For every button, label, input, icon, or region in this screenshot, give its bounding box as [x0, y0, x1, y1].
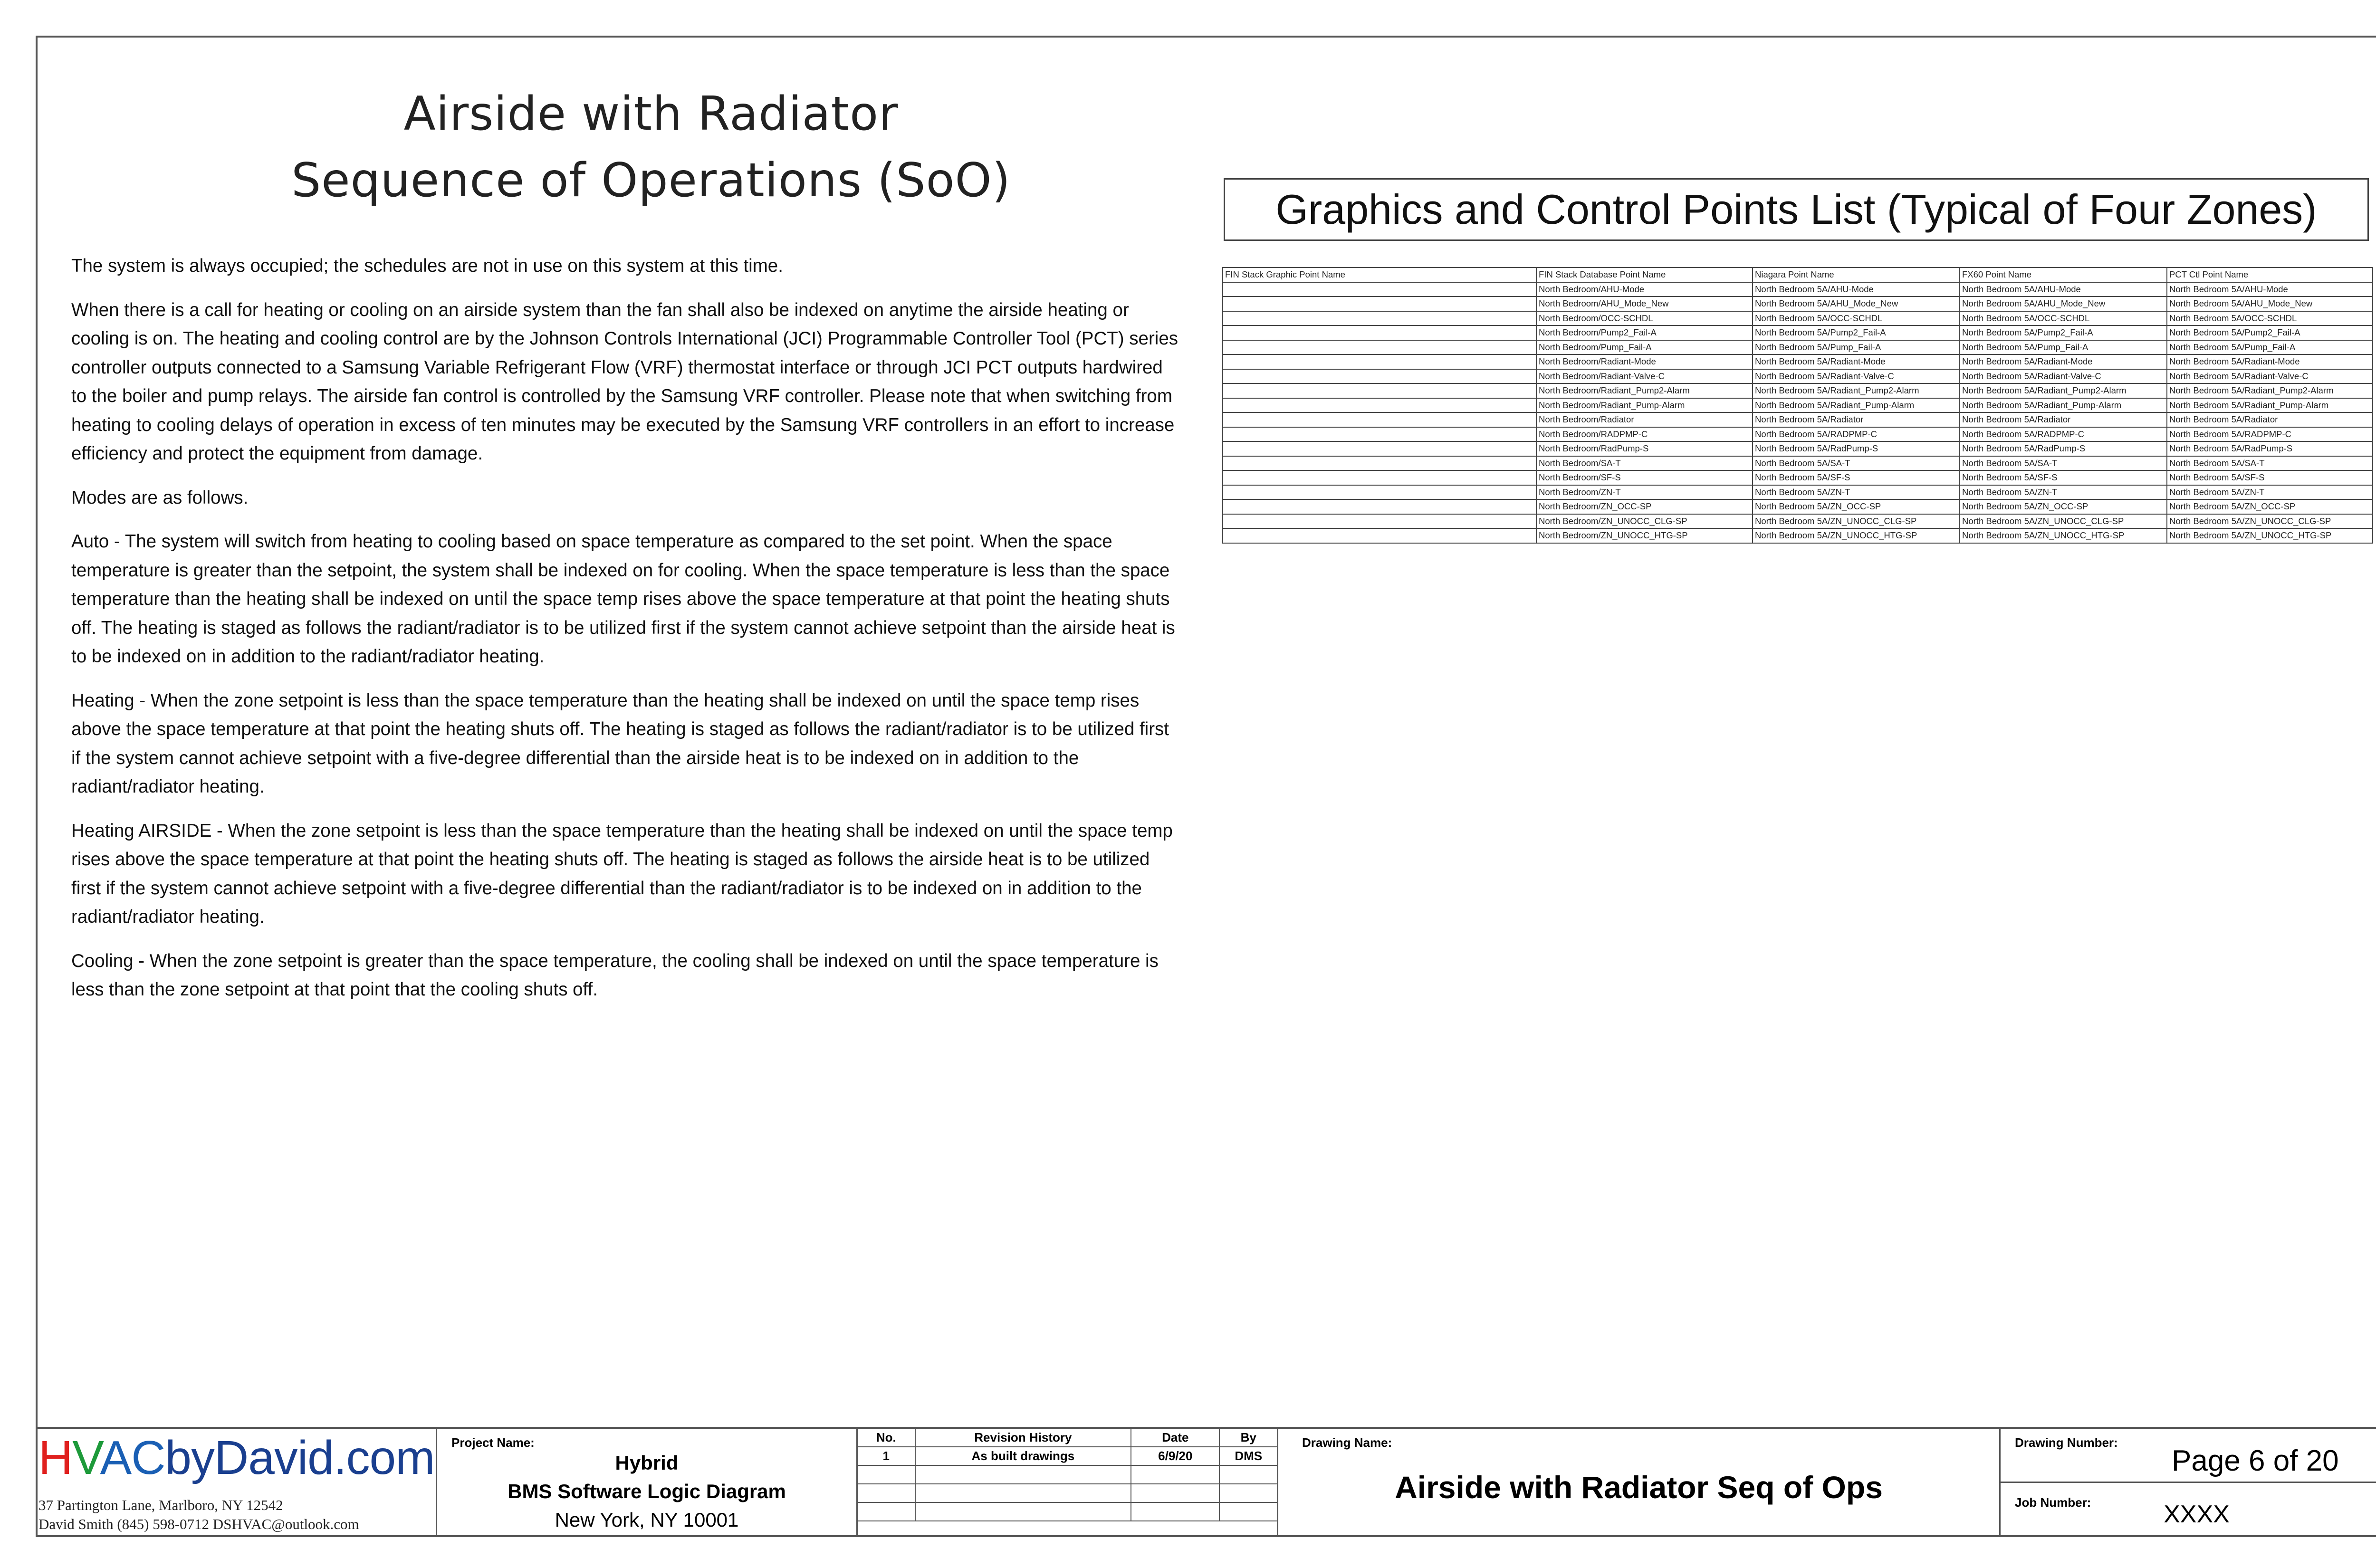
- points-table-cell: North Bedroom 5A/ZN_OCC-SP: [1960, 499, 2167, 514]
- revision-cell: [1219, 1465, 1277, 1484]
- points-table-cell: North Bedroom 5A/Radiant_Pump-Alarm: [2167, 398, 2373, 413]
- column-header: FIN Stack Database Point Name: [1536, 268, 1753, 282]
- points-table-cell: North Bedroom/RadPump-S: [1536, 441, 1753, 456]
- points-table-cell: North Bedroom/SA-T: [1536, 456, 1753, 471]
- column-header: PCT Ctl Point Name: [2167, 268, 2373, 282]
- points-table-row: [1223, 499, 2373, 514]
- revision-column-header: Date: [1131, 1429, 1219, 1447]
- points-table-cell: [1223, 398, 1536, 413]
- points-table-cell: North Bedroom 5A/Pump2_Fail-A: [2167, 325, 2373, 340]
- document-title: [71, 81, 1231, 214]
- project-location: New York, NY 10001: [555, 1509, 739, 1531]
- page-number: Page 6 of 20: [2172, 1444, 2339, 1477]
- revision-table: [858, 1429, 1277, 1521]
- points-table-cell: North Bedroom 5A/SA-T: [2167, 456, 2373, 471]
- revision-cell: [1219, 1484, 1277, 1502]
- points-table-cell: North Bedroom 5A/AHU-Mode: [1753, 282, 1960, 297]
- points-table-row: [1223, 311, 2373, 326]
- points-table-cell: [1223, 383, 1536, 398]
- points-table-row: [1223, 398, 2373, 413]
- revision-row: [858, 1502, 1277, 1521]
- company-contact: David Smith (845) 598-0712 DSHVAC@outlook.com: [38, 1516, 359, 1532]
- project-section: [437, 1429, 858, 1537]
- points-table-cell: [1223, 427, 1536, 442]
- points-table-cell: North Bedroom/SF-S: [1536, 470, 1753, 485]
- revision-row: [858, 1447, 1277, 1465]
- points-table-cell: North Bedroom 5A/SA-T: [1753, 456, 1960, 471]
- points-table-cell: North Bedroom 5A/AHU_Mode_New: [2167, 296, 2373, 311]
- points-table-cell: North Bedroom/Pump_Fail-A: [1536, 340, 1753, 355]
- revision-cell: [1131, 1502, 1219, 1521]
- points-table-cell: North Bedroom 5A/Radiant-Valve-C: [1753, 369, 1960, 384]
- points-table-cell: North Bedroom/ZN-T: [1536, 485, 1753, 500]
- points-table-row: [1223, 456, 2373, 471]
- revision-cell: [858, 1484, 915, 1502]
- points-table-cell: [1223, 528, 1536, 543]
- points-table-cell: North Bedroom 5A/AHU_Mode_New: [1960, 296, 2167, 311]
- points-table-row: [1223, 427, 2373, 442]
- points-table-row: [1223, 528, 2373, 543]
- points-table-cell: North Bedroom/OCC-SCHDL: [1536, 311, 1753, 326]
- company-logo: HVACbyDavid.com: [38, 1431, 435, 1484]
- revision-row: [858, 1465, 1277, 1484]
- points-table-cell: North Bedroom 5A/RadPump-S: [1753, 441, 1960, 456]
- points-table-cell: North Bedroom 5A/Radiant-Mode: [2167, 354, 2373, 369]
- points-table-cell: North Bedroom 5A/Radiator: [1960, 412, 2167, 427]
- points-table-cell: [1223, 296, 1536, 311]
- points-table-row: [1223, 412, 2373, 427]
- points-table-cell: [1223, 354, 1536, 369]
- points-table-cell: North Bedroom 5A/Radiator: [2167, 412, 2373, 427]
- points-table-cell: North Bedroom 5A/SF-S: [2167, 470, 2373, 485]
- revision-cell: [858, 1502, 915, 1521]
- revision-cell: [915, 1502, 1131, 1521]
- drawing-number-label: Drawing Number:: [2015, 1435, 2118, 1450]
- points-table-cell: North Bedroom/Radiant_Pump2-Alarm: [1536, 383, 1753, 398]
- points-table-cell: North Bedroom/ZN_OCC-SP: [1536, 499, 1753, 514]
- points-table-cell: [1223, 325, 1536, 340]
- paragraph-mode-cooling: Cooling - When the zone setpoint is greater than the space temperature, the cooling shall be indexed on until the space temperature is less than the zone setpoint at that point that the cooling shuts off.: [71, 950, 1159, 1000]
- points-table-cell: North Bedroom 5A/Pump2_Fail-A: [1960, 325, 2167, 340]
- points-table-cell: North Bedroom/AHU-Mode: [1536, 282, 1753, 297]
- revision-cell: [915, 1465, 1131, 1484]
- points-table-row: [1223, 354, 2373, 369]
- points-table-cell: North Bedroom 5A/Radiator: [1753, 412, 1960, 427]
- revision-row: [858, 1484, 1277, 1502]
- drawing-number-section: [2001, 1429, 2376, 1537]
- points-table-cell: North Bedroom 5A/Pump_Fail-A: [2167, 340, 2373, 355]
- points-table-cell: North Bedroom 5A/ZN-T: [1753, 485, 1960, 500]
- points-table-cell: North Bedroom 5A/Radiant_Pump2-Alarm: [1960, 383, 2167, 398]
- revision-column-header: Revision History: [915, 1429, 1131, 1447]
- points-table-cell: North Bedroom 5A/RadPump-S: [1960, 441, 2167, 456]
- company-address: 37 Partington Lane, Marlboro, NY 12542: [38, 1497, 283, 1513]
- revision-cell: [858, 1465, 915, 1484]
- title-line-2: Sequence of Operations (SoO): [291, 153, 1011, 208]
- points-table-cell: North Bedroom 5A/Pump_Fail-A: [1753, 340, 1960, 355]
- points-table-cell: North Bedroom/ZN_UNOCC_CLG-SP: [1536, 514, 1753, 529]
- points-table-cell: North Bedroom/Radiant-Mode: [1536, 354, 1753, 369]
- revision-cell: As built drawings: [915, 1447, 1131, 1465]
- points-table-cell: North Bedroom 5A/ZN-T: [2167, 485, 2373, 500]
- title-line-1: Airside with Radiator: [403, 87, 899, 141]
- points-table-row: [1223, 514, 2373, 529]
- paragraph-modes-intro: Modes are as follows.: [71, 487, 249, 508]
- column-header: FIN Stack Graphic Point Name: [1223, 268, 1536, 282]
- points-table-cell: [1223, 514, 1536, 529]
- points-table-cell: [1223, 456, 1536, 471]
- drawing-name: Airside with Radiator Seq of Ops: [1395, 1470, 1883, 1505]
- revision-cell: [1131, 1465, 1219, 1484]
- points-table-cell: North Bedroom/Radiator: [1536, 412, 1753, 427]
- project-description: BMS Software Logic Diagram: [508, 1480, 786, 1502]
- revision-cell: [1219, 1502, 1277, 1521]
- points-table-cell: [1223, 311, 1536, 326]
- points-table-cell: North Bedroom 5A/RADPMP-C: [1753, 427, 1960, 442]
- points-table: [1222, 267, 2373, 544]
- revision-section: [858, 1429, 1278, 1537]
- points-table-cell: [1223, 282, 1536, 297]
- drawing-name-label: Drawing Name:: [1302, 1435, 1392, 1450]
- points-table-row: [1223, 383, 2373, 398]
- points-table-cell: North Bedroom/Pump2_Fail-A: [1536, 325, 1753, 340]
- points-table-cell: North Bedroom 5A/Radiant_Pump2-Alarm: [2167, 383, 2373, 398]
- points-table-row: [1223, 296, 2373, 311]
- points-table-cell: North Bedroom 5A/ZN-T: [1960, 485, 2167, 500]
- points-table-cell: North Bedroom 5A/Radiant_Pump2-Alarm: [1753, 383, 1960, 398]
- points-table-cell: [1223, 369, 1536, 384]
- points-table-cell: North Bedroom 5A/SF-S: [1753, 470, 1960, 485]
- column-header: Niagara Point Name: [1753, 268, 1960, 282]
- project-name: Hybrid: [615, 1452, 679, 1474]
- points-table-cell: North Bedroom 5A/Radiant-Valve-C: [1960, 369, 2167, 384]
- revision-table-body: [858, 1447, 1277, 1521]
- points-table-cell: North Bedroom 5A/AHU-Mode: [1960, 282, 2167, 297]
- points-table-cell: North Bedroom 5A/ZN_UNOCC_HTG-SP: [1960, 528, 2167, 543]
- points-table-row: [1223, 340, 2373, 355]
- drawing-name-section: [1278, 1429, 2001, 1537]
- points-table-cell: North Bedroom 5A/ZN_OCC-SP: [2167, 499, 2373, 514]
- revision-header-row: [858, 1429, 1277, 1447]
- points-table-row: [1223, 282, 2373, 297]
- points-table-cell: North Bedroom 5A/ZN_UNOCC_CLG-SP: [1960, 514, 2167, 529]
- job-number-label: Job Number:: [2015, 1495, 2091, 1510]
- points-table-cell: North Bedroom 5A/OCC-SCHDL: [2167, 311, 2373, 326]
- points-table-cell: North Bedroom/Radiant-Valve-C: [1536, 369, 1753, 384]
- points-table-row: [1223, 325, 2373, 340]
- company-section: [36, 1429, 437, 1537]
- points-table-cell: [1223, 485, 1536, 500]
- points-table-cell: [1223, 412, 1536, 427]
- points-table-row: [1223, 369, 2373, 384]
- points-table-cell: North Bedroom/Radiant_Pump-Alarm: [1536, 398, 1753, 413]
- points-table-cell: North Bedroom 5A/AHU-Mode: [2167, 282, 2373, 297]
- points-table-cell: North Bedroom 5A/RADPMP-C: [1960, 427, 2167, 442]
- points-table-cell: North Bedroom/AHU_Mode_New: [1536, 296, 1753, 311]
- points-table-row: [1223, 485, 2373, 500]
- points-table-cell: [1223, 441, 1536, 456]
- points-table-cell: [1223, 499, 1536, 514]
- points-table-cell: [1223, 470, 1536, 485]
- points-table-cell: North Bedroom 5A/AHU_Mode_New: [1753, 296, 1960, 311]
- points-table-header-row: [1223, 268, 2373, 282]
- points-table-cell: North Bedroom 5A/Radiant-Valve-C: [2167, 369, 2373, 384]
- points-table-cell: North Bedroom 5A/Radiant-Mode: [1960, 354, 2167, 369]
- sequence-text: [71, 252, 1178, 1020]
- paragraph-mode-heating-airside: Heating AIRSIDE - When the zone setpoint is less than the space temperature than the heating shall be indexed on until the space temp rises above the space temperature at that point the heating shuts off. The heating is staged as follows the airside heat is to be utilized first if the system cannot achieve setpoint with a five-degree differential than the radiant/radiator is to be indexed on in addition to the radiant/radiator heating.: [71, 820, 1173, 927]
- points-table-cell: North Bedroom 5A/ZN_OCC-SP: [1753, 499, 1960, 514]
- points-table-cell: North Bedroom 5A/ZN_UNOCC_CLG-SP: [2167, 514, 2373, 529]
- points-table-cell: North Bedroom 5A/RadPump-S: [2167, 441, 2373, 456]
- points-table-row: [1223, 470, 2373, 485]
- revision-column-header: No.: [858, 1429, 915, 1447]
- points-table-cell: North Bedroom/RADPMP-C: [1536, 427, 1753, 442]
- points-table-row: [1223, 441, 2373, 456]
- revision-cell: 1: [858, 1447, 915, 1465]
- points-table-cell: North Bedroom/ZN_UNOCC_HTG-SP: [1536, 528, 1753, 543]
- paragraph-occupancy: The system is always occupied; the schedules are not in use on this system at this time.: [71, 256, 783, 276]
- revision-column-header: By: [1219, 1429, 1277, 1447]
- points-table-cell: North Bedroom 5A/Pump2_Fail-A: [1753, 325, 1960, 340]
- points-table-cell: North Bedroom 5A/SA-T: [1960, 456, 2167, 471]
- points-table-cell: North Bedroom 5A/Radiant_Pump-Alarm: [1753, 398, 1960, 413]
- revision-cell: [915, 1484, 1131, 1502]
- points-table-cell: North Bedroom 5A/RADPMP-C: [2167, 427, 2373, 442]
- points-table-cell: North Bedroom 5A/Pump_Fail-A: [1960, 340, 2167, 355]
- job-number: XXXX: [2164, 1501, 2230, 1528]
- points-table-cell: [1223, 340, 1536, 355]
- points-table-cell: North Bedroom 5A/Radiant_Pump-Alarm: [1960, 398, 2167, 413]
- title-block: [36, 1427, 2376, 1537]
- revision-cell: 6/9/20: [1131, 1447, 1219, 1465]
- paragraph-mode-heating: Heating - When the zone setpoint is less than the space temperature than the heating shall be indexed on until the space temp rises above the space temperature at that point the heating shuts off. The heating is staged as follows the radiant/radiator is to be utilized first if the system cannot achieve setpoint with a five-degree differential than the airside heat is to be indexed on in addition to the radiant/radiator heating.: [71, 690, 1169, 797]
- column-header: FX60 Point Name: [1960, 268, 2167, 282]
- points-table-cell: North Bedroom 5A/OCC-SCHDL: [1753, 311, 1960, 326]
- points-list-title: Graphics and Control Points List (Typical of Four Zones): [1224, 178, 2369, 241]
- project-name-label: Project Name:: [451, 1435, 535, 1450]
- paragraph-control-overview: When there is a call for heating or cooling on an airside system than the fan shall also be indexed on anytime the airside heating or cooling is on. The heating and cooling control are by the Johnson Controls International (JCI) Programmable Controller Tool (PCT) series controller outputs connected to a Samsung Variable Refrigerant Flow (VRF) thermostat interface or through JCI PCT outputs hardwired to the boiler and pump relays. The airside fan control is controlled by the Samsung VRF controller. Please note that when switching from heating to cooling delays of operation in excess of ten minutes may be executed by the Samsung VRF controllers in an effort to increase efficiency and protect the equipment from damage.: [71, 299, 1178, 464]
- points-table-cell: North Bedroom 5A/ZN_UNOCC_HTG-SP: [1753, 528, 1960, 543]
- revision-cell: [1131, 1484, 1219, 1502]
- points-table-cell: North Bedroom 5A/ZN_UNOCC_CLG-SP: [1753, 514, 1960, 529]
- points-table-cell: North Bedroom 5A/OCC-SCHDL: [1960, 311, 2167, 326]
- points-table-body: [1223, 282, 2373, 543]
- points-table-cell: North Bedroom 5A/ZN_UNOCC_HTG-SP: [2167, 528, 2373, 543]
- revision-cell: DMS: [1219, 1447, 1277, 1465]
- points-table-cell: North Bedroom 5A/Radiant-Mode: [1753, 354, 1960, 369]
- paragraph-mode-auto: Auto - The system will switch from heating to cooling based on space temperature as compared to the set point. When the space temperature is greater than the setpoint, the system shall be indexed on for cooling. When the space temperature is less than the space temperature than the heating shall be indexed on until the space temp rises above the space temperature at that point the heating shuts off. The heating is staged as follows the radiant/radiator is to be utilized first if the system cannot achieve setpoint than the airside heat is to be indexed on in addition to the radiant/radiator heating.: [71, 531, 1175, 667]
- points-table-cell: North Bedroom 5A/SF-S: [1960, 470, 2167, 485]
